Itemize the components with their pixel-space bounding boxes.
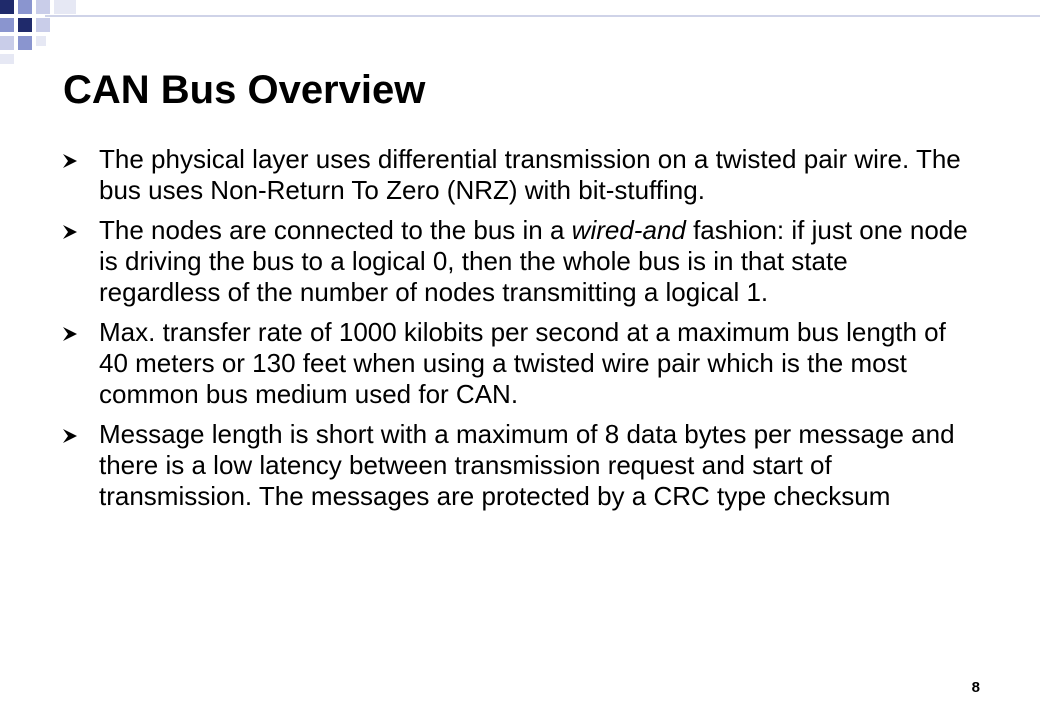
corner-square: [0, 36, 14, 50]
bullet-text: [99, 215, 968, 307]
bullet-text-segment: The nodes are connected to the bus in a: [99, 215, 572, 245]
bullet-text-segment: fashion: if just one node is driving the bus to a logical 0, then the whole bus is in that state regardless of the number of nodes transmitting a logical 1.: [99, 215, 968, 307]
corner-square: [18, 36, 32, 50]
page-number: 8: [971, 679, 980, 696]
bullet-list: [62, 144, 972, 521]
bullet-text: Max. transfer rate of 1000 kilobits per second at a maximum bus length of 40 meters or 130 feet when using a twisted wire pair which is the most common bus medium used for CAN.: [99, 317, 946, 409]
bullet-text: Message length is short with a maximum of 8 data bytes per message and there is a low latency between transmission request and start of transmission. The messages are protected by a CRC type checksum: [99, 419, 955, 511]
arrowhead-bullet-icon: [62, 224, 78, 240]
arrowhead-bullet-icon: [62, 428, 78, 444]
corner-square: [36, 36, 46, 46]
corner-square: [18, 0, 32, 14]
bullet-text: The physical layer uses differential transmission on a twisted pair wire. The bus uses Non-Return To Zero (NRZ) with bit-stuffing.: [99, 144, 961, 205]
corner-square: [54, 0, 76, 14]
bullet-item: [62, 419, 972, 512]
bullet-item: [62, 144, 972, 206]
corner-square: [0, 0, 14, 14]
corner-square: [36, 18, 50, 32]
corner-square: [18, 18, 32, 32]
bullet-item: [62, 215, 972, 308]
top-divider: [45, 15, 1040, 17]
emphasis-text: wired-and: [571, 215, 686, 245]
corner-square: [0, 18, 14, 32]
arrowhead-bullet-icon: [62, 153, 78, 169]
corner-square: [36, 0, 50, 14]
slide-title: CAN Bus Overview: [63, 68, 426, 112]
arrowhead-bullet-icon: [62, 326, 78, 342]
bullet-item: [62, 317, 972, 410]
corner-square: [0, 54, 14, 64]
